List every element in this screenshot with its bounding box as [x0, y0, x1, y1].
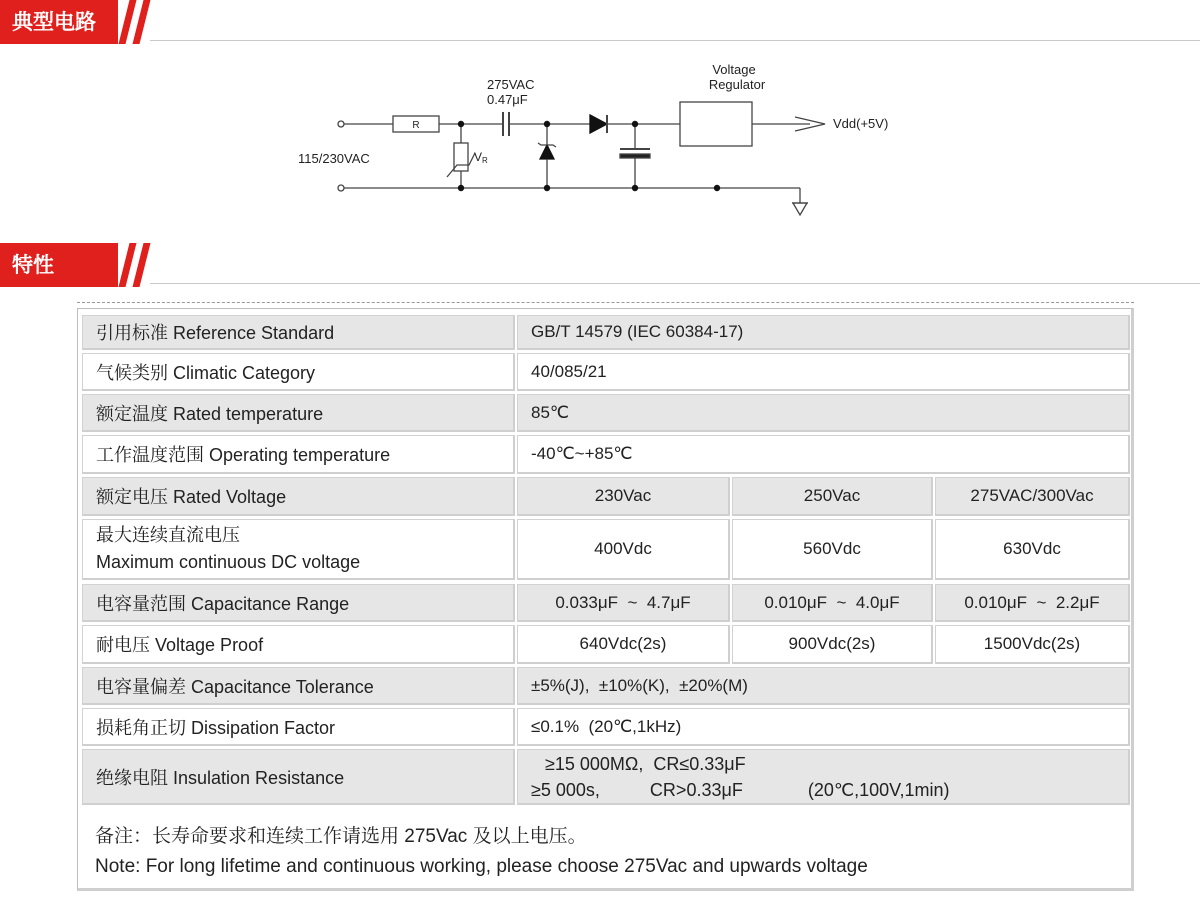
table-row-insulation-resistance — [82, 749, 1130, 805]
row-value-250: 560Vdc — [732, 519, 933, 580]
row-label-cn: 最大连续直流电压 — [96, 525, 240, 545]
row-label: 引用标准 Reference Standard — [82, 315, 515, 350]
row-label: 气候类别 Climatic Category — [82, 353, 515, 391]
row-label-en: Maximum continuous DC voltage — [96, 552, 361, 572]
table-note — [95, 822, 868, 882]
table-row-voltage-proof — [82, 625, 1130, 664]
table-row-capacitance-tolerance — [82, 667, 1130, 705]
table-row-capacitance-range — [82, 584, 1130, 622]
row-value-275: 275VAC/300Vac — [935, 477, 1130, 516]
row-value: 40/085/21 — [517, 353, 1130, 391]
row-value: 85℃ — [517, 394, 1130, 432]
table-row-max-dc-voltage — [82, 519, 1130, 580]
row-value-250: 250Vac — [732, 477, 933, 516]
row-value-250: 900Vdc(2s) — [732, 625, 933, 664]
table-row-reference-standard — [82, 315, 1130, 350]
resistor-label: R — [412, 120, 420, 131]
note-en: Note: For long lifetime and continuous working, please choose 275Vac and upwards voltage — [95, 856, 868, 877]
row-label: 工作温度范围 Operating temperature — [82, 435, 515, 474]
section-title-circuit: 典型电路 — [0, 0, 118, 44]
row-value-230: 0.033μF ~ 4.7μF — [517, 584, 730, 622]
output-voltage-label: Vdd(+5V) — [833, 116, 889, 131]
row-value-275: 1500Vdc(2s) — [935, 625, 1130, 664]
section-title-features: 特性 — [0, 243, 118, 287]
header-divider — [150, 40, 1200, 41]
note-cn: 备注：长寿命要求和连续工作请选用 275Vac 及以上电压。 — [95, 826, 587, 847]
input-voltage-label: 115/230VAC — [298, 151, 370, 166]
row-label: 电容量范围 Capacitance Range — [82, 584, 515, 622]
table-frame-top — [77, 302, 1134, 306]
row-label: 损耗角正切 Dissipation Factor — [82, 708, 515, 746]
header-divider — [150, 283, 1200, 284]
regulator-label-bottom: Regulator — [708, 77, 766, 92]
section-header-circuit — [0, 0, 1200, 44]
regulator-label-top: Voltage — [712, 62, 756, 77]
row-value-230: 640Vdc(2s) — [517, 625, 730, 664]
row-label — [82, 519, 515, 580]
row-label: 额定电压 Rated Voltage — [82, 477, 515, 516]
row-value: -40℃~+85℃ — [517, 435, 1130, 474]
varistor-label: VR — [474, 150, 488, 165]
row-value-275: 0.010μF ~ 2.2μF — [935, 584, 1130, 622]
typical-circuit-diagram — [285, 55, 925, 230]
table-row-operating-temperature — [82, 435, 1130, 474]
row-value: GB/T 14579 (IEC 60384-17) — [517, 315, 1130, 350]
voltage-regulator-box — [680, 102, 752, 146]
row-value: ≤0.1% (20℃,1kHz) — [517, 708, 1130, 746]
table-row-rated-temperature — [82, 394, 1130, 432]
section-header-features — [0, 243, 1200, 287]
capacitor-value-label: 0.47μF — [487, 92, 528, 107]
insulation-line-1: ≥15 000MΩ, CR≤0.33μF — [545, 753, 746, 774]
row-value-275: 630Vdc — [935, 519, 1130, 580]
row-label: 绝缘电阻 Insulation Resistance — [82, 749, 515, 805]
row-value-230: 400Vdc — [517, 519, 730, 580]
table-row-climatic-category — [82, 353, 1130, 391]
row-label: 耐电压 Voltage Proof — [82, 625, 515, 664]
table-row-rated-voltage — [82, 477, 1130, 516]
header-slash-decoration — [133, 243, 151, 287]
table-row-dissipation-factor — [82, 708, 1130, 746]
row-value-250: 0.010μF ~ 4.0μF — [732, 584, 933, 622]
row-label: 电容量偏差 Capacitance Tolerance — [82, 667, 515, 705]
row-value: ±5%(J), ±10%(K), ±20%(M) — [517, 667, 1130, 705]
row-label: 额定温度 Rated temperature — [82, 394, 515, 432]
insulation-line-2: ≥5 000s, CR>0.33μF (20℃,100V,1min) — [531, 779, 950, 800]
row-value-230: 230Vac — [517, 477, 730, 516]
row-value — [517, 749, 1130, 805]
header-slash-decoration — [133, 0, 151, 44]
capacitor-rating-label: 275VAC — [487, 77, 535, 92]
